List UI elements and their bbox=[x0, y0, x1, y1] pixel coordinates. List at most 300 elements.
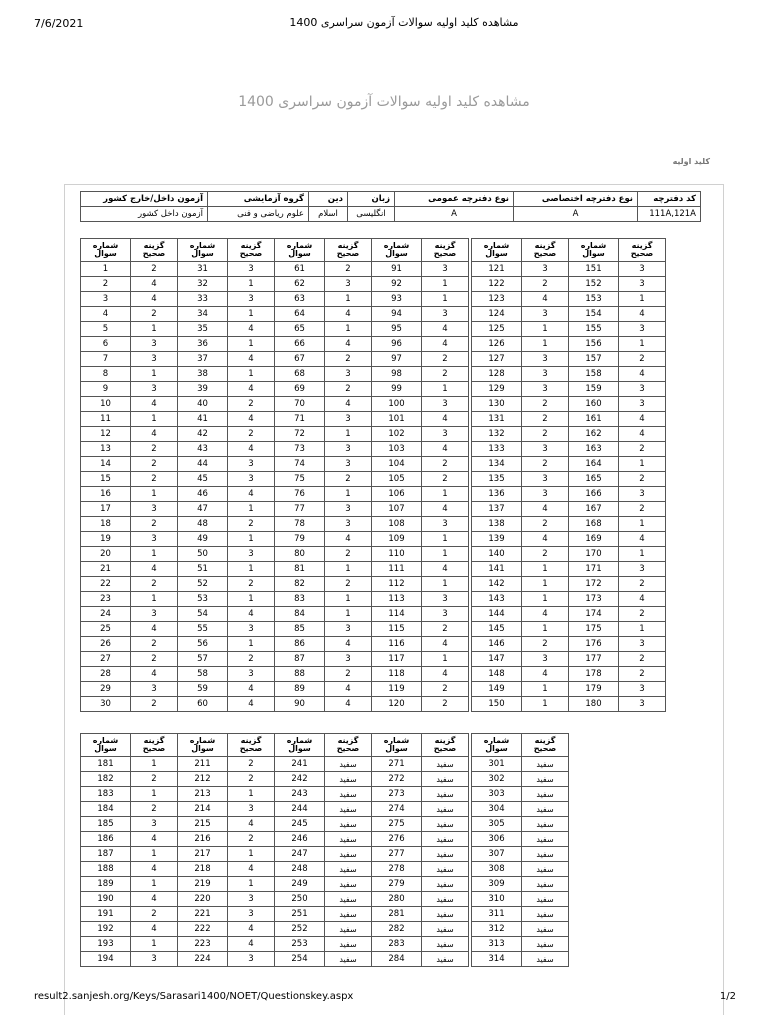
answer-row bbox=[569, 667, 666, 682]
question-number: 34 bbox=[178, 307, 228, 322]
answer-row bbox=[275, 682, 372, 697]
info-table bbox=[80, 191, 701, 222]
correct-option: سفید bbox=[422, 847, 469, 862]
correct-option-header: گزینه صحیح bbox=[522, 239, 569, 262]
answer-row bbox=[372, 907, 469, 922]
answer-row bbox=[472, 532, 569, 547]
answer-row bbox=[275, 502, 372, 517]
correct-option: 2 bbox=[228, 772, 275, 787]
question-number: 97 bbox=[372, 352, 422, 367]
answer-row bbox=[178, 322, 275, 337]
correct-option: 4 bbox=[619, 532, 666, 547]
answer-row bbox=[372, 667, 469, 682]
question-number: 154 bbox=[569, 307, 619, 322]
correct-option: 2 bbox=[422, 352, 469, 367]
correct-option: سفید bbox=[325, 817, 372, 832]
correct-option: 3 bbox=[522, 367, 569, 382]
answer-row bbox=[178, 382, 275, 397]
correct-option: 4 bbox=[422, 322, 469, 337]
question-number: 153 bbox=[569, 292, 619, 307]
question-number: 68 bbox=[275, 367, 325, 382]
correct-option: 4 bbox=[228, 352, 275, 367]
question-number: 126 bbox=[472, 337, 522, 352]
correct-option-header: گزینه صحیح bbox=[422, 734, 469, 757]
question-number: 42 bbox=[178, 427, 228, 442]
correct-option: 2 bbox=[228, 427, 275, 442]
answer-row bbox=[81, 292, 178, 307]
answer-row bbox=[81, 667, 178, 682]
question-number: 140 bbox=[472, 547, 522, 562]
answer-row bbox=[275, 937, 372, 952]
answer-row bbox=[372, 577, 469, 592]
answer-row bbox=[275, 457, 372, 472]
correct-option: 1 bbox=[228, 532, 275, 547]
answer-row bbox=[275, 307, 372, 322]
correct-option: 4 bbox=[522, 607, 569, 622]
answer-row bbox=[472, 817, 569, 832]
question-number-header: شماره سوال bbox=[569, 239, 619, 262]
correct-option: 3 bbox=[619, 637, 666, 652]
correct-option: 3 bbox=[619, 262, 666, 277]
correct-option: 3 bbox=[619, 487, 666, 502]
question-number: 132 bbox=[472, 427, 522, 442]
correct-option: سفید bbox=[422, 817, 469, 832]
correct-option: سفید bbox=[325, 862, 372, 877]
question-number: 281 bbox=[372, 907, 422, 922]
correct-option: سفید bbox=[422, 757, 469, 772]
answer-row bbox=[569, 517, 666, 532]
answer-row bbox=[569, 292, 666, 307]
correct-option: 4 bbox=[131, 622, 178, 637]
correct-option: 1 bbox=[619, 622, 666, 637]
correct-option: 3 bbox=[131, 352, 178, 367]
question-number: 86 bbox=[275, 637, 325, 652]
answer-row bbox=[81, 277, 178, 292]
correct-option: 3 bbox=[228, 457, 275, 472]
question-number: 124 bbox=[472, 307, 522, 322]
answer-row bbox=[372, 622, 469, 637]
correct-option: 1 bbox=[131, 547, 178, 562]
answer-row bbox=[569, 697, 666, 712]
question-number: 147 bbox=[472, 652, 522, 667]
correct-option: 4 bbox=[619, 592, 666, 607]
info-header-cell: آزمون داخل/خارج کشور bbox=[81, 192, 208, 207]
answer-row bbox=[275, 757, 372, 772]
answer-row bbox=[81, 787, 178, 802]
correct-option: 2 bbox=[522, 412, 569, 427]
answer-row bbox=[275, 622, 372, 637]
question-number: 37 bbox=[178, 352, 228, 367]
question-number: 48 bbox=[178, 517, 228, 532]
answer-row bbox=[81, 577, 178, 592]
answer-grid bbox=[80, 733, 178, 967]
correct-option: 1 bbox=[422, 577, 469, 592]
answer-row bbox=[372, 262, 469, 277]
question-number: 166 bbox=[569, 487, 619, 502]
question-number: 128 bbox=[472, 367, 522, 382]
answer-row bbox=[472, 922, 569, 937]
correct-option: 4 bbox=[619, 412, 666, 427]
question-number: 110 bbox=[372, 547, 422, 562]
correct-option: 3 bbox=[228, 907, 275, 922]
answer-row bbox=[178, 667, 275, 682]
correct-option: 4 bbox=[422, 442, 469, 457]
answer-row bbox=[81, 607, 178, 622]
question-number: 279 bbox=[372, 877, 422, 892]
question-number: 35 bbox=[178, 322, 228, 337]
question-number: 77 bbox=[275, 502, 325, 517]
correct-option: 1 bbox=[619, 547, 666, 562]
question-number: 78 bbox=[275, 517, 325, 532]
question-number: 252 bbox=[275, 922, 325, 937]
answer-row bbox=[472, 577, 569, 592]
answer-row bbox=[372, 292, 469, 307]
correct-option: 4 bbox=[131, 922, 178, 937]
correct-option: 3 bbox=[325, 412, 372, 427]
answer-row bbox=[372, 397, 469, 412]
correct-option: 3 bbox=[228, 952, 275, 967]
answer-grid bbox=[80, 238, 178, 712]
question-number: 164 bbox=[569, 457, 619, 472]
correct-option: 4 bbox=[619, 427, 666, 442]
question-number: 119 bbox=[372, 682, 422, 697]
answer-row bbox=[275, 517, 372, 532]
answer-row bbox=[275, 952, 372, 967]
info-header-cell: نوع دفترچه اختصاصی bbox=[514, 192, 638, 207]
question-number: 213 bbox=[178, 787, 228, 802]
question-number: 150 bbox=[472, 697, 522, 712]
answer-row bbox=[275, 577, 372, 592]
question-number: 241 bbox=[275, 757, 325, 772]
answer-grid bbox=[274, 733, 372, 967]
question-number: 282 bbox=[372, 922, 422, 937]
info-value-cell: علوم ریاضی و فنی bbox=[208, 207, 309, 222]
correct-option: 1 bbox=[228, 307, 275, 322]
answer-row bbox=[275, 322, 372, 337]
correct-option: 4 bbox=[228, 922, 275, 937]
answer-row bbox=[81, 862, 178, 877]
correct-option: 4 bbox=[131, 832, 178, 847]
question-number-header: شماره سوال bbox=[372, 734, 422, 757]
answer-row bbox=[178, 847, 275, 862]
question-number: 177 bbox=[569, 652, 619, 667]
question-number: 46 bbox=[178, 487, 228, 502]
answer-row bbox=[81, 817, 178, 832]
answer-row bbox=[178, 772, 275, 787]
correct-option: 1 bbox=[228, 502, 275, 517]
question-number: 131 bbox=[472, 412, 522, 427]
correct-option-header: گزینه صحیح bbox=[228, 734, 275, 757]
answer-row bbox=[372, 847, 469, 862]
correct-option: 2 bbox=[131, 577, 178, 592]
answer-row bbox=[81, 802, 178, 817]
correct-option: 4 bbox=[228, 487, 275, 502]
question-number: 39 bbox=[178, 382, 228, 397]
correct-option: 2 bbox=[619, 442, 666, 457]
answer-row bbox=[275, 352, 372, 367]
correct-option-header: گزینه صحیح bbox=[131, 239, 178, 262]
answer-row bbox=[178, 892, 275, 907]
correct-option-header: گزینه صحیح bbox=[422, 239, 469, 262]
answer-row bbox=[178, 532, 275, 547]
question-number: 152 bbox=[569, 277, 619, 292]
answer-row bbox=[81, 562, 178, 577]
correct-option: 1 bbox=[619, 517, 666, 532]
correct-option: 3 bbox=[522, 352, 569, 367]
answer-row bbox=[178, 307, 275, 322]
correct-option: 1 bbox=[131, 412, 178, 427]
question-number: 173 bbox=[569, 592, 619, 607]
answer-row bbox=[569, 457, 666, 472]
question-number: 244 bbox=[275, 802, 325, 817]
question-number: 94 bbox=[372, 307, 422, 322]
question-number: 178 bbox=[569, 667, 619, 682]
info-header-row bbox=[81, 192, 701, 207]
question-number: 163 bbox=[569, 442, 619, 457]
question-number: 6 bbox=[81, 337, 131, 352]
question-number: 302 bbox=[472, 772, 522, 787]
answer-row bbox=[569, 532, 666, 547]
answer-row bbox=[569, 352, 666, 367]
question-number: 133 bbox=[472, 442, 522, 457]
correct-option: 1 bbox=[325, 292, 372, 307]
answer-row bbox=[472, 307, 569, 322]
question-number: 111 bbox=[372, 562, 422, 577]
question-number: 118 bbox=[372, 667, 422, 682]
question-number: 16 bbox=[81, 487, 131, 502]
question-number: 176 bbox=[569, 637, 619, 652]
correct-option: 4 bbox=[325, 397, 372, 412]
question-number: 44 bbox=[178, 457, 228, 472]
answer-row bbox=[178, 607, 275, 622]
correct-option: 4 bbox=[325, 532, 372, 547]
correct-option: 4 bbox=[228, 607, 275, 622]
correct-option: 4 bbox=[228, 862, 275, 877]
answer-row bbox=[372, 487, 469, 502]
correct-option: 3 bbox=[522, 487, 569, 502]
answer-row bbox=[472, 487, 569, 502]
question-number: 38 bbox=[178, 367, 228, 382]
answer-row bbox=[81, 262, 178, 277]
correct-option: 4 bbox=[228, 442, 275, 457]
correct-option: 3 bbox=[619, 322, 666, 337]
question-number: 19 bbox=[81, 532, 131, 547]
answer-row bbox=[472, 907, 569, 922]
answer-grid bbox=[471, 238, 569, 712]
correct-option: 1 bbox=[131, 937, 178, 952]
correct-option: سفید bbox=[422, 832, 469, 847]
answer-row bbox=[275, 337, 372, 352]
question-number: 212 bbox=[178, 772, 228, 787]
correct-option: 3 bbox=[325, 517, 372, 532]
question-number: 60 bbox=[178, 697, 228, 712]
correct-option: 2 bbox=[131, 307, 178, 322]
question-number: 194 bbox=[81, 952, 131, 967]
correct-option: 2 bbox=[228, 577, 275, 592]
answer-row bbox=[178, 922, 275, 937]
question-number: 4 bbox=[81, 307, 131, 322]
correct-option: 1 bbox=[522, 622, 569, 637]
answer-row bbox=[275, 877, 372, 892]
answer-row bbox=[275, 487, 372, 502]
correct-option: 1 bbox=[131, 322, 178, 337]
answer-grid bbox=[568, 238, 666, 712]
info-value-cell: A bbox=[395, 207, 514, 222]
question-number-header: شماره سوال bbox=[472, 239, 522, 262]
correct-option: 1 bbox=[422, 532, 469, 547]
answer-row bbox=[569, 382, 666, 397]
correct-option: 1 bbox=[522, 592, 569, 607]
correct-option: سفید bbox=[522, 787, 569, 802]
answer-row bbox=[472, 592, 569, 607]
answer-row bbox=[178, 457, 275, 472]
question-number: 2 bbox=[81, 277, 131, 292]
correct-option: 1 bbox=[131, 592, 178, 607]
correct-option: 3 bbox=[619, 397, 666, 412]
correct-option: 1 bbox=[228, 637, 275, 652]
answer-row bbox=[472, 862, 569, 877]
question-number: 151 bbox=[569, 262, 619, 277]
info-header-cell: دین bbox=[309, 192, 348, 207]
correct-option: سفید bbox=[325, 892, 372, 907]
question-number: 280 bbox=[372, 892, 422, 907]
answer-row bbox=[372, 877, 469, 892]
correct-option: 1 bbox=[325, 607, 372, 622]
answer-row bbox=[372, 502, 469, 517]
correct-option: 1 bbox=[325, 592, 372, 607]
question-number: 149 bbox=[472, 682, 522, 697]
print-footer-url: result2.sanjesh.org/Keys/Sarasari1400/NOET/Questionskey.aspx bbox=[34, 991, 354, 1002]
question-number: 101 bbox=[372, 412, 422, 427]
question-number: 28 bbox=[81, 667, 131, 682]
question-number: 14 bbox=[81, 457, 131, 472]
correct-option: سفید bbox=[325, 847, 372, 862]
question-number: 223 bbox=[178, 937, 228, 952]
question-number: 127 bbox=[472, 352, 522, 367]
question-number: 251 bbox=[275, 907, 325, 922]
question-number: 31 bbox=[178, 262, 228, 277]
question-number: 5 bbox=[81, 322, 131, 337]
answer-grid bbox=[274, 238, 372, 712]
answer-row bbox=[472, 412, 569, 427]
correct-option: 2 bbox=[228, 832, 275, 847]
answer-row bbox=[275, 592, 372, 607]
correct-option: 1 bbox=[131, 757, 178, 772]
correct-option: 4 bbox=[131, 892, 178, 907]
answer-row bbox=[472, 322, 569, 337]
question-number: 148 bbox=[472, 667, 522, 682]
correct-option: 2 bbox=[228, 652, 275, 667]
answer-row bbox=[372, 757, 469, 772]
question-number: 89 bbox=[275, 682, 325, 697]
answer-row bbox=[81, 337, 178, 352]
question-number: 183 bbox=[81, 787, 131, 802]
correct-option: 4 bbox=[325, 337, 372, 352]
correct-option: سفید bbox=[422, 907, 469, 922]
answer-row bbox=[178, 367, 275, 382]
question-number: 186 bbox=[81, 832, 131, 847]
question-number: 72 bbox=[275, 427, 325, 442]
answer-row bbox=[178, 442, 275, 457]
question-number: 22 bbox=[81, 577, 131, 592]
correct-option: 2 bbox=[131, 457, 178, 472]
question-number: 113 bbox=[372, 592, 422, 607]
correct-option: 4 bbox=[619, 367, 666, 382]
question-number: 245 bbox=[275, 817, 325, 832]
question-number: 67 bbox=[275, 352, 325, 367]
answer-row bbox=[472, 847, 569, 862]
correct-option: سفید bbox=[422, 892, 469, 907]
question-number: 304 bbox=[472, 802, 522, 817]
question-number: 99 bbox=[372, 382, 422, 397]
correct-option: 4 bbox=[131, 292, 178, 307]
question-number: 185 bbox=[81, 817, 131, 832]
correct-option: 1 bbox=[131, 877, 178, 892]
question-number: 25 bbox=[81, 622, 131, 637]
correct-option: 3 bbox=[228, 802, 275, 817]
answer-row bbox=[472, 442, 569, 457]
question-number: 63 bbox=[275, 292, 325, 307]
answer-row bbox=[275, 637, 372, 652]
correct-option: 3 bbox=[522, 472, 569, 487]
correct-option: 4 bbox=[422, 337, 469, 352]
question-number: 106 bbox=[372, 487, 422, 502]
question-number: 130 bbox=[472, 397, 522, 412]
question-number: 175 bbox=[569, 622, 619, 637]
correct-option: 1 bbox=[619, 337, 666, 352]
answer-row bbox=[569, 397, 666, 412]
correct-option: 1 bbox=[131, 487, 178, 502]
answer-row bbox=[372, 652, 469, 667]
answer-row bbox=[372, 892, 469, 907]
answer-row bbox=[372, 547, 469, 562]
question-number: 109 bbox=[372, 532, 422, 547]
correct-option: 1 bbox=[228, 877, 275, 892]
answer-row bbox=[275, 772, 372, 787]
correct-option: 2 bbox=[131, 442, 178, 457]
question-number: 56 bbox=[178, 637, 228, 652]
correct-option: 1 bbox=[619, 292, 666, 307]
correct-option: 3 bbox=[325, 622, 372, 637]
answer-row bbox=[178, 262, 275, 277]
info-value-cell: آزمون داخل کشور bbox=[81, 207, 208, 222]
question-number: 43 bbox=[178, 442, 228, 457]
question-number: 54 bbox=[178, 607, 228, 622]
question-number: 59 bbox=[178, 682, 228, 697]
correct-option: سفید bbox=[325, 772, 372, 787]
question-number: 102 bbox=[372, 427, 422, 442]
answer-row bbox=[472, 802, 569, 817]
question-number: 215 bbox=[178, 817, 228, 832]
answer-row bbox=[178, 277, 275, 292]
correct-option: 2 bbox=[619, 652, 666, 667]
correct-option: 3 bbox=[131, 532, 178, 547]
correct-option: 1 bbox=[422, 652, 469, 667]
info-value-cell: انگلیسی bbox=[348, 207, 395, 222]
answer-row bbox=[372, 922, 469, 937]
answer-row bbox=[472, 877, 569, 892]
answer-row bbox=[472, 832, 569, 847]
question-number: 143 bbox=[472, 592, 522, 607]
question-number: 138 bbox=[472, 517, 522, 532]
question-number: 161 bbox=[569, 412, 619, 427]
answer-row bbox=[81, 412, 178, 427]
answer-row bbox=[372, 337, 469, 352]
answer-row bbox=[178, 637, 275, 652]
question-number: 271 bbox=[372, 757, 422, 772]
answer-row bbox=[372, 532, 469, 547]
answer-row bbox=[81, 892, 178, 907]
